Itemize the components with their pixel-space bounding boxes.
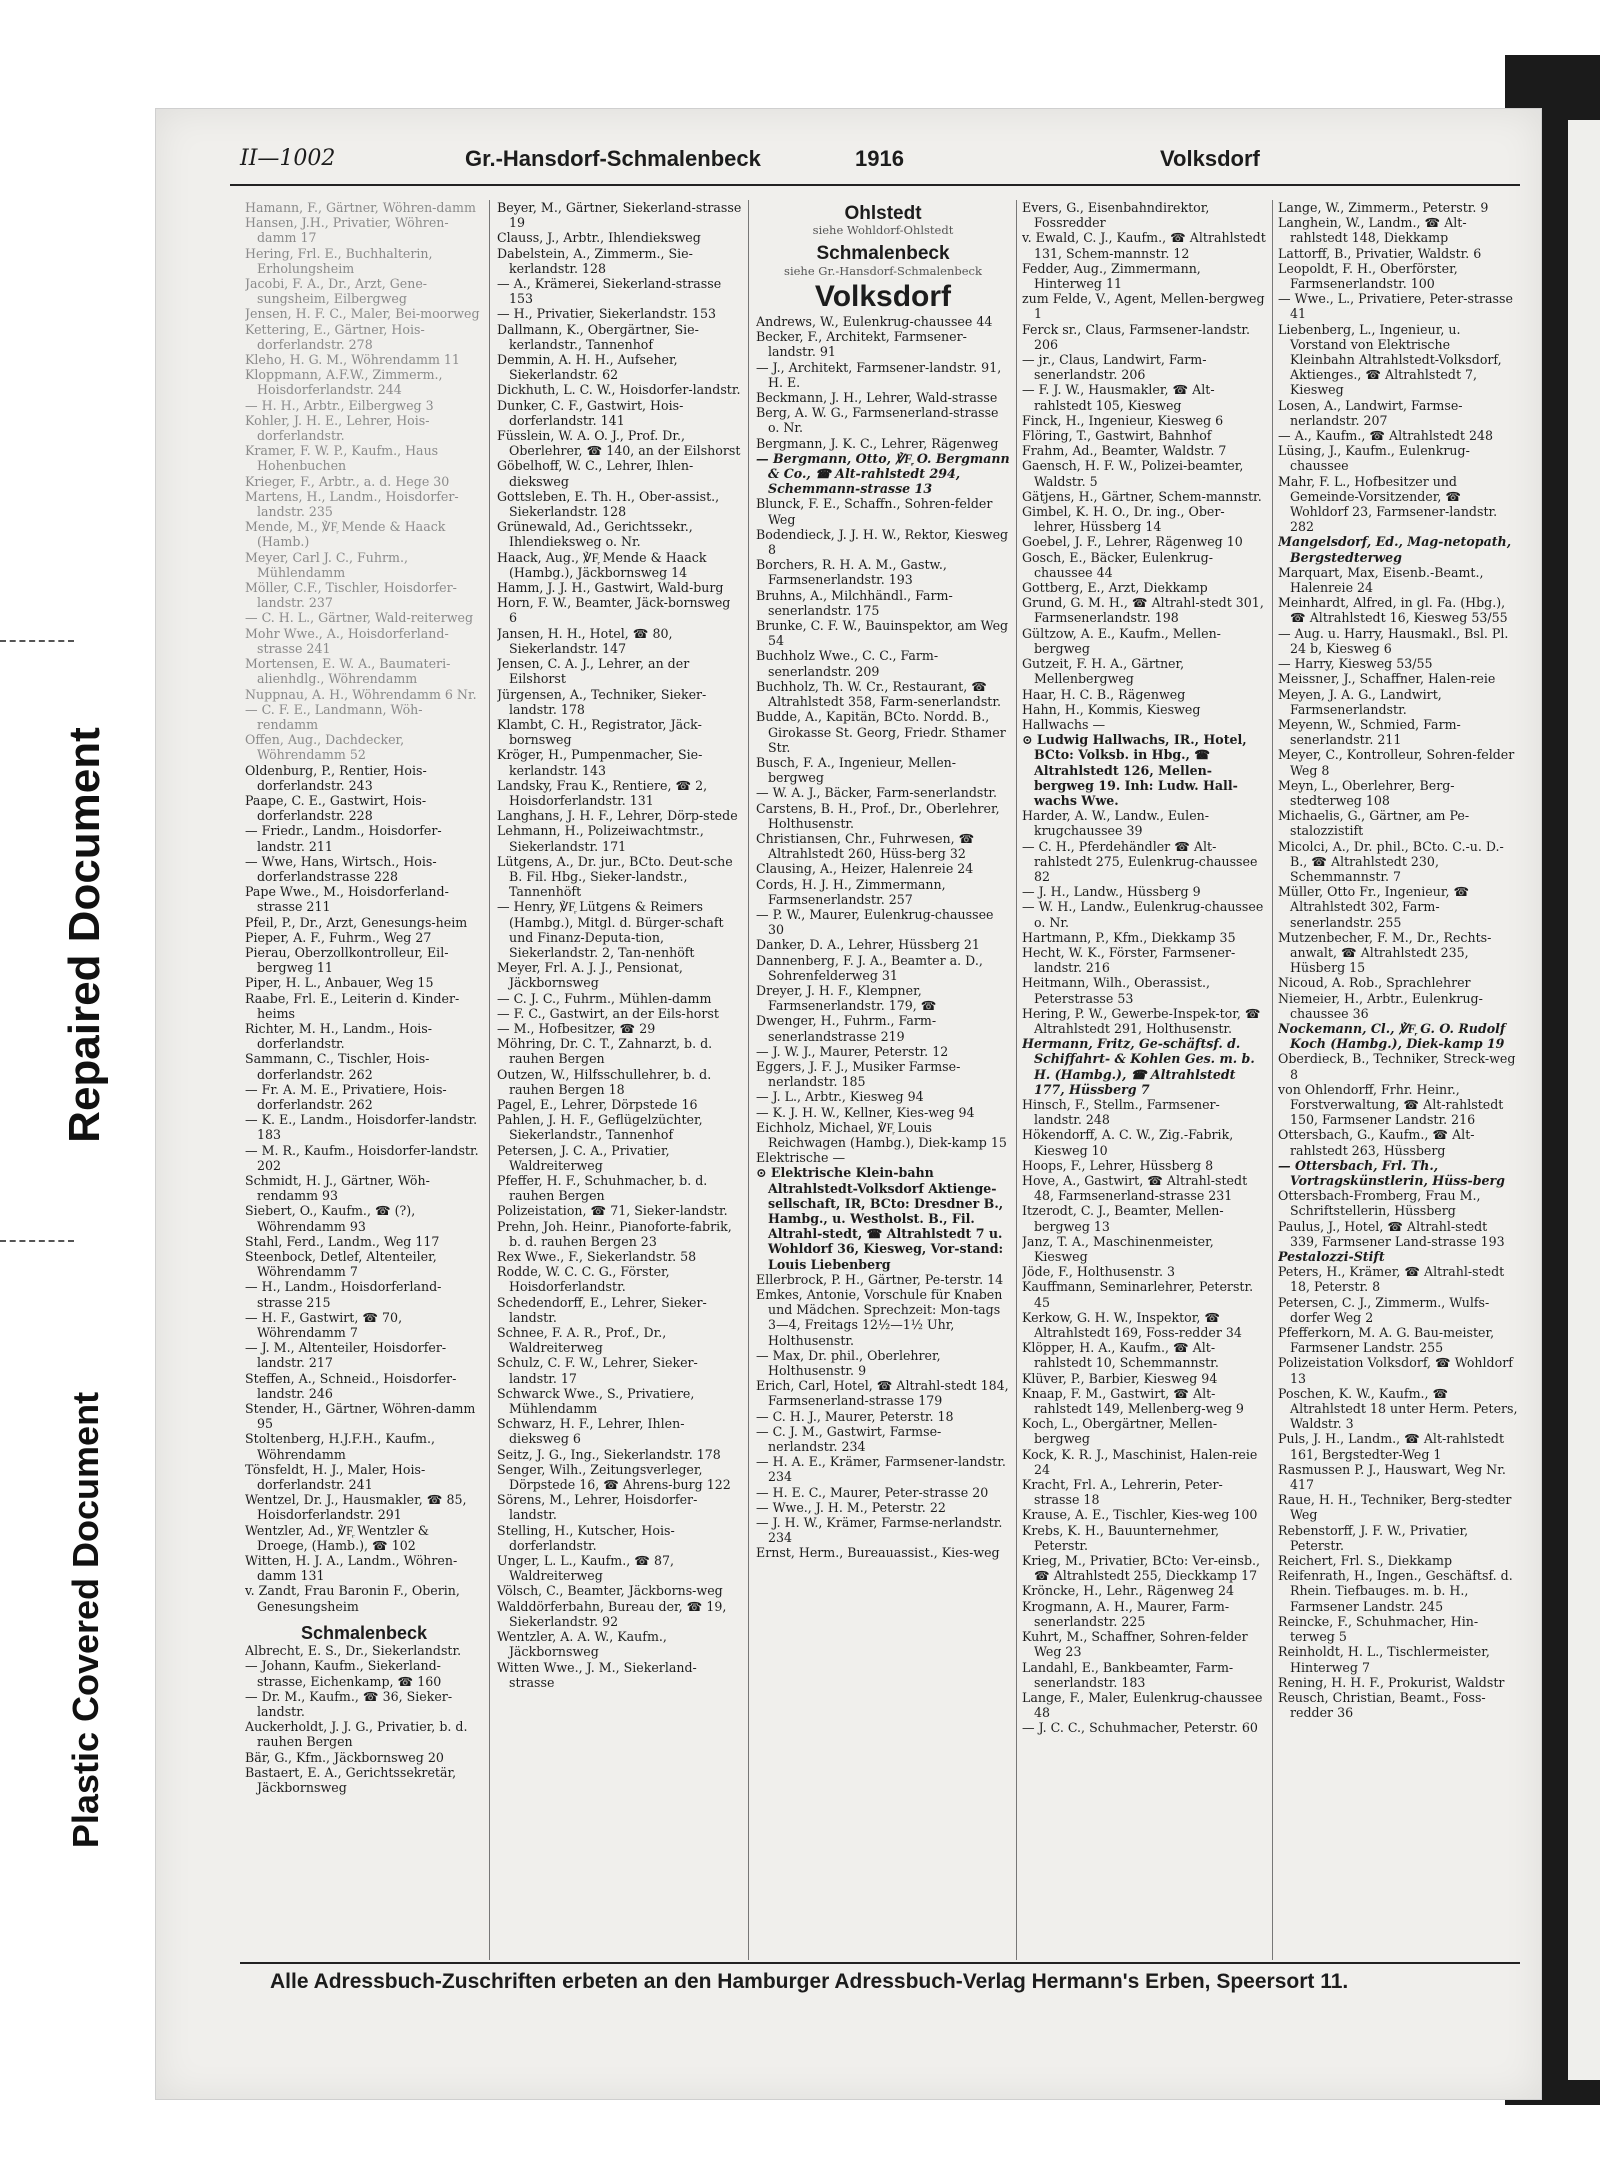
directory-entry: Siebert, O., Kaufm., ☎ (?), Wöhrendamm 93 <box>245 1203 416 1234</box>
directory-entry: Jensen, H. F. C., Maler, Bei-moorweg <box>245 306 480 322</box>
directory-entry: — J., Architekt, Farmsener-landstr. 91, H. E. <box>756 359 1002 390</box>
directory-entry: Rebenstorff, J. F. W., Privatier, Peterstr. <box>1278 1522 1469 1553</box>
directory-entry: Hering, P. W., Gewerbe-Inspek-tor, ☎ Altrahlstedt 291, Holthusenstr. <box>1022 1005 1261 1036</box>
directory-entry: Reinholdt, H. L., Tischlermeister, Hinterweg 7 <box>1278 1644 1490 1675</box>
directory-entry: Wentzler, A. A. W., Kaufm., Jäckbornsweg <box>497 1629 667 1660</box>
directory-entry: Hoops, F., Lehrer, Hüssberg 8 <box>1022 1157 1214 1173</box>
directory-entry: Steffen, A., Schneid., Hoisdorfer-landstr. 246 <box>245 1370 457 1401</box>
directory-entry: Pfeil, P., Dr., Arzt, Genesungs-heim <box>245 914 468 930</box>
directory-entry: Langhein, W., Landm., ☎ Alt-rahlstedt 148, Diekkamp <box>1278 215 1467 246</box>
directory-entry: Meyer, Frl. A. J. J., Pensionat, Jäckbornsweg <box>497 960 683 991</box>
column-2 <box>497 200 742 1960</box>
directory-entry: Meissner, J., Schaffner, Halen-reie <box>1278 671 1496 687</box>
directory-entry: Ferck sr., Claus, Farmsener-landstr. 206 <box>1022 321 1251 352</box>
directory-entry: Christiansen, Chr., Fuhrwesen, ☎ Altrahlstedt 260, Hüss-berg 32 <box>756 830 975 862</box>
directory-entry: Emkes, Antonie, Vorschule für Knaben und Mädchen. Sprechzeit: Mon-tags 3—4, Freitags 12½—1½ Uhr, Holthusenstr. <box>756 1287 1003 1348</box>
column-4 <box>1022 200 1266 1960</box>
directory-entry: Langhans, J. H. F., Lehrer, Dörp-stede <box>497 808 738 824</box>
directory-entry: Evers, G., Eisenbahndirektor, Fossredder <box>1022 200 1210 231</box>
directory-entry: Dallmann, K., Obergärtner, Sie-kerlandstr., Tannenhof <box>497 321 699 352</box>
directory-entry: Hamann, F., Gärtner, Wöhren-damm <box>245 200 476 215</box>
directory-entry: Möhring, Dr. C. T., Zahnarzt, b. d. rauhen Bergen <box>497 1036 713 1067</box>
directory-entry: ⊙ Ludwig Hallwachs, IR., Hotel, BCto: Volksb. in Hbg., ☎ Altrahlstedt 126, Mellen-bergweg 19. Inh: Ludw. Hall-wachs Wwe. <box>1022 732 1247 808</box>
directory-entry: Offen, Aug., Dachdecker, Wöhrendamm 52 <box>245 732 405 763</box>
directory-entry: Demmin, A. H. H., Aufseher, Siekerlandstr. 62 <box>497 352 678 383</box>
directory-entry: Ottersbach, G., Kaufm., ☎ Alt-rahlstedt 263, Hüssberg <box>1278 1127 1475 1158</box>
footer-rule <box>240 1962 1520 1964</box>
directory-entry: Blunck, F. E., Schaffn., Sohren-felder Weg <box>756 496 993 527</box>
directory-entry: Stelling, H., Kutscher, Hois-dorferlandstr. <box>497 1522 675 1553</box>
directory-entry: Kohler, J. H. E., Lehrer, Hois-dorferlandstr. <box>245 412 430 444</box>
directory-entry: zum Felde, V., Agent, Mellen-bergweg 1 <box>1022 291 1265 322</box>
directory-entry: Martens, H., Landm., Hoisdorfer-landstr. 235 <box>245 488 459 520</box>
directory-entry: — F. J. W., Hausmakler, ☎ Alt-rahlstedt 105, Kiesweg <box>1022 382 1215 413</box>
directory-entry: Nuppnau, A. H., Wöhrendamm 6 Nr. <box>245 686 477 702</box>
directory-entry: Schedendorff, E., Lehrer, Sieker-landstr. <box>497 1294 707 1325</box>
directory-entry: Landsky, Frau K., Rentiere, ☎ 2, Hoisdorferlandstr. 131 <box>497 777 708 808</box>
column-1 <box>245 200 483 1960</box>
directory-entry: — jr., Claus, Landwirt, Farm-senerlandstr. 206 <box>1022 352 1207 383</box>
directory-entry: Sammann, C., Tischler, Hois-dorferlandstr. 262 <box>245 1051 430 1082</box>
directory-entry: — Max, Dr. phil., Oberlehrer, Holthusenstr. 9 <box>756 1347 941 1379</box>
crop-tick-top <box>0 640 74 642</box>
directory-entry: Oldenburg, P., Rentier, Hois-dorferlandstr. 243 <box>245 762 427 793</box>
directory-entry: Hinsch, F., Stellm., Farmsener-landstr. 248 <box>1022 1096 1220 1128</box>
directory-entry: Richter, M. H., Landm., Hois-dorferlandstr. <box>245 1020 433 1052</box>
directory-entry: Lehmann, H., Polizeiwachtmstr., Siekerlandstr. 171 <box>497 823 704 854</box>
directory-entry: Mende, M., ℣F᷊ Mende & Haack (Hamb.) <box>245 519 446 550</box>
directory-entry: Wentzler, Ad., ℣F᷊ Wentzler & Droege, (Hamb.), ☎ 102 <box>245 1522 429 1553</box>
directory-entry: Jensen, C. A. J., Lehrer, an der Eilshorst <box>497 656 690 687</box>
directory-entry: Buchholz Wwe., C. C., Farm-senerlandstr. 209 <box>756 648 939 679</box>
directory-entry: Bodendieck, J. J. H. W., Rektor, Kiesweg 8 <box>756 526 1009 558</box>
directory-entry: Rening, H. H. F., Prokurist, Waldstr <box>1278 1674 1505 1690</box>
directory-entry: — K. E., Landm., Hoisdorfer-landstr. 183 <box>245 1112 478 1143</box>
directory-entry: Becker, F., Architekt, Farmsener-landstr. 91 <box>756 329 967 360</box>
directory-entry: Outzen, W., Hilfsschullehrer, b. d. rauhen Bergen 18 <box>497 1066 712 1097</box>
directory-entry: Busch, F. A., Ingenieur, Mellen-bergweg <box>756 754 957 786</box>
repaired-document-label: Repaired Document <box>60 727 109 1143</box>
directory-entry: Kramer, F. W. P., Kaufm., Haus Hohenbuchen <box>245 443 439 474</box>
directory-entry: — H. H., Arbtr., Eilbergweg 3 <box>245 397 434 413</box>
directory-entry: — C. H. L., Gärtner, Wald-reiterweg <box>245 610 474 626</box>
directory-entry: Reincke, F., Schuhmacher, Hin-terweg 5 <box>1278 1613 1479 1645</box>
directory-entry: — M. R., Kaufm., Hoisdorfer-landstr. 202 <box>245 1142 479 1173</box>
directory-entry: Raabe, Frl. E., Leiterin d. Kinder-heims <box>245 990 460 1021</box>
directory-entry: — J. W. J., Maurer, Peterstr. 12 <box>756 1043 949 1059</box>
directory-entry: Hecht, W. K., Förster, Farmsener-landstr. 216 <box>1022 944 1236 976</box>
directory-entry: Grund, G. M. H., ☎ Altrahl-stedt 301, Farmsenerlandstr. 198 <box>1022 595 1264 626</box>
directory-entry: Cords, H. J. H., Zimmermann, Farmsenerlandstr. 257 <box>756 876 946 907</box>
directory-entry: von Ohlendorff, Frhr. Heinr., Forstverwaltung, ☎ Alt-rahlstedt 150, Farmsener Landstr. 216 <box>1278 1081 1504 1128</box>
directory-entry: Klöpper, H. A., Kaufm., ☎ Alt-rahlstedt 10, Schemmannstr. <box>1022 1340 1219 1371</box>
next-page-edge <box>1568 120 1600 2080</box>
column-3 <box>756 200 1010 1960</box>
directory-entry: Rex Wwe., F., Siekerlandstr. 58 <box>497 1249 697 1265</box>
directory-entry: Heitmann, Wilh., Oberassist., Peterstrasse 53 <box>1022 975 1210 1006</box>
directory-entry: Haar, H. C. B., Rägenweg <box>1022 686 1186 702</box>
directory-entry: Losen, A., Landwirt, Farmse-nerlandstr. 207 <box>1278 397 1463 428</box>
directory-entry: Meyen, J. A. G., Landwirt, Farmsenerlandstr. <box>1278 686 1442 717</box>
page-number: II—1002 <box>240 146 336 171</box>
directory-entry: Meyer, Carl J. C., Fuhrm., Mühlendamm <box>245 549 408 580</box>
column-1-entries <box>245 200 483 1614</box>
directory-entry: Elektrische — <box>756 1150 846 1166</box>
directory-entry: Tönsfeldt, H. J., Maler, Hois-dorferlandstr. 241 <box>245 1461 426 1493</box>
directory-entry: Hökendorff, A. C. W., Zig.-Fabrik, Kiesweg 10 <box>1022 1127 1234 1158</box>
directory-entry: Lüsing, J., Kaufm., Eulenkrug-chaussee <box>1278 443 1470 474</box>
directory-entry: Kracht, Frl. A., Lehrerin, Peter-strasse 18 <box>1022 1477 1223 1508</box>
directory-entry: — Henry, ℣F᷊ Lütgens & Reimers (Hambg.), Mitgl. d. Bürger-schaft und Finanz-Deputa-tion, Siekerlandstr. 2, Tan-nenhöft <box>497 899 724 960</box>
directory-entry: — K. J. H. W., Kellner, Kies-weg 94 <box>756 1104 975 1120</box>
directory-entry: Clausing, A., Heizer, Halenreie 24 <box>756 861 974 877</box>
directory-entry: Jacobi, F. A., Dr., Arzt, Gene-sungsheim, Eilbergweg <box>245 276 428 307</box>
directory-entry: Müller, Otto Fr., Ingenieur, ☎ Altrahlstedt 302, Farm-senerlandstr. 255 <box>1278 884 1470 930</box>
column-divider-4 <box>1272 200 1273 1960</box>
directory-entry: Harder, A. W., Landw., Eulen-krugchaussee 39 <box>1022 808 1210 839</box>
directory-entry: — Wwe, Hans, Wirtsch., Hois-dorferlandstrasse 228 <box>245 853 437 884</box>
directory-entry: — W. H., Landw., Eulenkrug-chaussee o. Nr. <box>1022 899 1264 930</box>
directory-entry: Ottersbach-Fromberg, Frau M., Schriftstellerin, Hüssberg <box>1278 1188 1481 1219</box>
directory-entry: Hove, A., Gastwirt, ☎ Altrahl-stedt 48, Farmsenerland-strasse 231 <box>1022 1173 1248 1204</box>
directory-entry: Eggers, J. F. J., Musiker Farmse-nerlandstr. 185 <box>756 1058 961 1090</box>
schmalenbeck-entries <box>245 1643 483 1795</box>
directory-entry: Lattorff, B., Privatier, Waldstr. 6 <box>1278 245 1482 261</box>
section-volksdorf-title: Volksdorf <box>814 279 952 313</box>
directory-entry: Lütgens, A., Dr. jur., BCto. Deut-sche B. Fil. Hbg., Sieker-landstr., Tannenhöft <box>497 853 733 900</box>
directory-entry: Buchholz, Th. W. Cr., Restaurant, ☎ Altrahlstedt 358, Farm-senerlandstr. <box>756 678 1001 710</box>
section-schmalenbeck-ref-title: Schmalenbeck <box>816 243 950 265</box>
directory-entry: — Friedr., Landm., Hoisdorfer-landstr. 211 <box>245 823 442 854</box>
directory-entry: Clauss, J., Arbtr., Ihlendieksweg <box>497 230 701 246</box>
directory-entry: Liebenberg, L., Ingenieur, u. Vorstand von Elektrische Kleinbahn Altrahlstedt-Volksdorf, Aktienges., ☎ Altrahlstedt 7, Kiesweg <box>1278 321 1502 398</box>
directory-entry: Beckmann, J. H., Lehrer, Wald-strasse <box>756 390 998 406</box>
directory-entry: Völsch, C., Beamter, Jäckborns-weg <box>497 1583 723 1599</box>
directory-entry: Flöring, T., Gastwirt, Bahnhof <box>1022 428 1212 444</box>
directory-entry: Füsslein, W. A. O. J., Prof. Dr., Oberlehrer, ☎ 140, an der Eilshorst <box>497 428 741 459</box>
directory-entry: Niemeier, H., Arbtr., Eulenkrug-chaussee 36 <box>1278 990 1483 1021</box>
directory-entry: Schulz, C. F. W., Lehrer, Sieker-landstr. 17 <box>497 1355 698 1386</box>
directory-entry: Hermann, Fritz, Ge-schäftsf. d. Schiffahrt- & Kohlen Ges. m. b. H. (Hambg.), ☎ Altrahlstedt 177, Hüssberg 7 <box>1022 1036 1255 1097</box>
directory-entry: Bär, G., Kfm., Jäckbornsweg 20 <box>245 1749 444 1765</box>
directory-entry: — A., Kaufm., ☎ Altrahlstedt 248 <box>1278 428 1494 444</box>
directory-entry: Reichert, Frl. S., Diekkamp <box>1278 1553 1453 1569</box>
directory-entry: — H. A. E., Krämer, Farmsener-landstr. 234 <box>756 1454 1006 1485</box>
directory-entry: Bruhns, A., Milchhändl., Farm-senerlandstr. 175 <box>756 587 953 618</box>
directory-entry: Dabelstein, A., Zimmerm., Sie-kerlandstr. 128 <box>497 245 693 276</box>
directory-entry: Paulus, J., Hotel, ☎ Altrahl-stedt 339, Farmsener Land-strasse 193 <box>1278 1218 1505 1249</box>
directory-entry: — F. C., Gastwirt, an der Eils-horst <box>497 1005 719 1021</box>
directory-entry: — M., Hofbesitzer, ☎ 29 <box>497 1020 656 1036</box>
directory-entry: Borchers, R. H. A. M., Gastw., Farmsenerlandstr. 193 <box>756 557 947 588</box>
directory-entry: Hallwachs — <box>1022 716 1106 732</box>
directory-entry: Schmidt, H. J., Gärtner, Wöh-rendamm 93 <box>245 1173 430 1204</box>
directory-entry: Walddörferbahn, Bureau der, ☎ 19, Siekerlandstr. 92 <box>497 1598 727 1629</box>
directory-entry: Witten, H. J. A., Landm., Wöhren-damm 131 <box>245 1553 458 1584</box>
directory-entry: — Fr. A. M. E., Privatiere, Hois-dorferlandstr. 262 <box>245 1081 447 1112</box>
directory-entry: Lange, F., Maler, Eulenkrug-chaussee 48 <box>1022 1689 1263 1721</box>
directory-entry: Gottsleben, E. Th. H., Ober-assist., Siekerlandstr. 128 <box>497 488 720 520</box>
directory-entry: — Johann, Kaufm., Siekerland-strasse, Eichenkamp, ☎ 160 <box>245 1658 442 1689</box>
directory-entry: Carstens, B. H., Prof., Dr., Oberlehrer, Holthusenstr. <box>756 800 1000 831</box>
directory-entry: Kloppmann, A.F.W., Zimmerm., Hoisdorferlandstr. 244 <box>245 367 443 398</box>
directory-entry: Budde, A., Kapitän, BCto. Nordd. B., Girokasse St. Georg, Friedr. Sthamer Str. <box>756 709 1006 755</box>
directory-entry: Kleho, H. G. M., Wöhrendamm 11 <box>245 352 460 368</box>
directory-entry: — Wwe., J. H. M., Peterstr. 22 <box>756 1499 946 1515</box>
page-header <box>240 140 1270 180</box>
directory-entry: Mutzenbecher, F. M., Dr., Rechts-anwalt, ☎ Altrahlstedt 235, Hüsberg 15 <box>1278 929 1492 976</box>
directory-entry: Gottberg, E., Arzt, Diekkamp <box>1022 580 1208 596</box>
header-right-title: Volksdorf <box>1160 146 1260 171</box>
directory-entry: v. Zandt, Frau Baronin F., Oberin, Genesungsheim <box>245 1583 460 1614</box>
directory-entry: Sörens, M., Lehrer, Hoisdorfer-landstr. <box>497 1492 698 1523</box>
directory-entry: Michaelis, G., Gärtner, am Pe-stalozzistift <box>1278 808 1470 839</box>
directory-entry: — H., Landm., Hoisdorferland-strasse 215 <box>245 1279 442 1310</box>
directory-entry: — J. M., Altenteiler, Hoisdorfer-landstr. 217 <box>245 1340 447 1371</box>
directory-entry: Jansen, H. H., Hotel, ☎ 80, Siekerlandstr. 147 <box>497 625 673 656</box>
footer-notice: Alle Adressbuch-Zuschriften erbeten an den Hamburger Adressbuch-Verlag Hermann's Erben, Speersort 11. <box>270 1970 1349 1993</box>
directory-entry: Senger, Wilh., Zeitungsverleger, Dörpstede 16, ☎ Ahrens-burg 122 <box>497 1461 731 1493</box>
directory-entry: Prehn, Joh. Heinr., Pianoforte-fabrik, b. d. rauhen Bergen 23 <box>497 1218 732 1249</box>
directory-entry: Finck, H., Ingenieur, Kiesweg 6 <box>1022 412 1224 428</box>
directory-entry: Kuhrt, M., Schaffner, Sohren-felder Weg 23 <box>1022 1629 1248 1660</box>
directory-entry: Meyer, C., Kontrolleur, Sohren-felder Weg 8 <box>1278 747 1515 778</box>
directory-entry: Seitz, J. G., Ing., Siekerlandstr. 178 <box>497 1446 721 1462</box>
directory-entry: Schwarz, H. F., Lehrer, Ihlen-dieksweg 6 <box>497 1416 685 1447</box>
column-5-entries <box>1278 200 1518 1720</box>
directory-entry: Kerkow, G. H. W., Inspektor, ☎ Altrahlstedt 169, Foss-redder 34 <box>1022 1309 1242 1341</box>
directory-entry: ⊙ Elektrische Klein-bahn Altrahlstedt-Volksdorf Aktienge-sellschaft, IR, BCto: Dresdner B., Hambg., u. Westholst. B., Fil. Altrahl-stedt, ☎ Altrahlstedt 7 u. Wohldorf 36, Kiesweg, Vor-stand: Louis Liebenberg <box>756 1165 1004 1272</box>
directory-entry: — C. J. M., Gastwirt, Farmse-nerlandstr. 234 <box>756 1423 942 1455</box>
directory-entry: — J. C. C., Schuhmacher, Peterstr. 60 <box>1022 1720 1258 1736</box>
directory-entry: Kröncke, H., Lehr., Rägenweg 24 <box>1022 1583 1235 1599</box>
directory-entry: — C. H., Pferdehändler ☎ Alt-rahlstedt 275, Eulenkrug-chaussee 82 <box>1022 838 1258 884</box>
directory-entry: Jöde, F., Holthusenstr. 3 <box>1022 1264 1176 1280</box>
directory-entry: Berg, A. W. G., Farmsenerland-strasse o. Nr. <box>756 405 999 436</box>
directory-entry: Piper, H. L., Anbauer, Weg 15 <box>245 975 434 991</box>
directory-entry: — Bergmann, Otto, ℣F᷊ O. Bergmann & Co., ☎ Alt-rahlstedt 294, Schemmann-strasse 13 <box>756 450 1010 497</box>
section-schmalenbeck-title: Schmalenbeck <box>300 1622 428 1643</box>
column-2-entries <box>497 200 742 1690</box>
directory-entry: Krogmann, A. H., Maurer, Farm-senerlandstr. 225 <box>1022 1598 1230 1629</box>
directory-entry: Stoltenberg, H.J.F.H., Kaufm., Wöhrendamm <box>245 1431 435 1462</box>
directory-entry: Danker, D. A., Lehrer, Hüssberg 21 <box>756 937 980 953</box>
directory-entry: Peters, H., Krämer, ☎ Altrahl-stedt 18, Peterstr. 8 <box>1278 1264 1505 1295</box>
directory-entry: Raue, H. H., Techniker, Berg-stedter Weg <box>1278 1492 1512 1523</box>
directory-entry: Micolci, A., Dr. phil., BCto. C.-u. D.-B., ☎ Altrahlstedt 230, Schemmannstr. 7 <box>1278 838 1504 884</box>
directory-entry: Ellerbrock, P. H., Gärtner, Pe-terstr. 14 <box>756 1271 1004 1287</box>
directory-entry: Hansen, J.H., Privatier, Wöhren-damm 17 <box>245 215 449 246</box>
directory-entry: — Harry, Kiesweg 53/55 <box>1278 656 1433 672</box>
directory-entry: Kettering, E., Gärtner, Hois-dorferlandstr. 278 <box>245 321 425 352</box>
directory-entry: Witten Wwe., J. M., Siekerland-strasse <box>497 1659 697 1690</box>
directory-entry: Bastaert, E. A., Gerichtssekretär, Jäckbornsweg <box>245 1764 457 1795</box>
directory-entry: Steenbock, Detlef, Altenteiler, Wöhrendamm 7 <box>245 1249 437 1280</box>
directory-entry: Pfefferkorn, M. A. G. Bau-meister, Farmsener Landstr. 255 <box>1278 1325 1495 1356</box>
directory-entry: Gimbel, K. H. O., Dr. ing., Ober-lehrer, Hüssberg 14 <box>1022 504 1225 535</box>
column-3-entries <box>756 314 1010 1561</box>
directory-entry: — Wwe., L., Privatiere, Peter-strasse 41 <box>1278 291 1513 322</box>
directory-entry: Landahl, E., Bankbeamter, Farm-senerlandstr. 183 <box>1022 1659 1234 1690</box>
directory-entry: Schnee, F. A. R., Prof., Dr., Waldreiterweg <box>497 1325 667 1356</box>
directory-entry: v. Ewald, C. J., Kaufm., ☎ Altrahlstedt 131, Schem-mannstr. 12 <box>1022 230 1266 261</box>
directory-entry: Erich, Carl, Hotel, ☎ Altrahl-stedt 184, Farmsenerland-strasse 179 <box>756 1378 1009 1409</box>
directory-entry: Krieger, F., Arbtr., a. d. Hege 30 <box>245 473 450 489</box>
directory-entry: Dickhuth, L. C. W., Hoisdorfer-landstr. <box>497 382 741 398</box>
directory-entry: Polizeistation Volksdorf, ☎ Wohldorf 13 <box>1278 1355 1513 1386</box>
header-year: 1916 <box>855 146 904 171</box>
directory-entry: Petersen, C. J., Zimmerm., Wulfs-dorfer Weg 2 <box>1278 1294 1490 1325</box>
directory-entry: Pestalozzi-Stift <box>1278 1249 1385 1265</box>
directory-entry: — Aug. u. Harry, Hausmakl., Bsl. Pl. 24 b, Kiesweg 6 <box>1278 625 1509 656</box>
directory-entry: Janz, T. A., Maschinenmeister, Kiesweg <box>1022 1233 1214 1265</box>
directory-entry: Dwenger, H., Fuhrm., Farm-senerlandstrasse 219 <box>756 1013 937 1044</box>
directory-entry: Marquart, Max, Eisenb.-Beamt., Halenreie 24 <box>1278 564 1484 596</box>
directory-entry: Grünewald, Ad., Gerichtssekr., Ihlendieksweg o. Nr. <box>497 519 693 550</box>
header-left-title: Gr.-Hansdorf-Schmalenbeck <box>465 146 761 171</box>
directory-entry: Bergmann, J. K. C., Lehrer, Rägenweg <box>756 435 999 451</box>
directory-entry: Hartmann, P., Kfm., Diekkamp 35 <box>1022 929 1236 945</box>
directory-entry: — J. L., Arbtr., Kiesweg 94 <box>756 1089 924 1105</box>
directory-entry: Itzerodt, C. J., Beamter, Mellen-bergweg 13 <box>1022 1203 1224 1234</box>
directory-entry: — C. H. J., Maurer, Peterstr. 18 <box>756 1408 954 1424</box>
directory-entry: Pfeffer, H. F., Schuhmacher, b. d. rauhen Bergen <box>497 1173 708 1204</box>
directory-entry: Leopoldt, F. H., Oberförster, Farmsenerlandstr. 100 <box>1278 260 1458 292</box>
directory-entry: Dannenberg, F. J. A., Beamter a. D., Sohrenfelderweg 31 <box>756 952 983 983</box>
header-rule <box>230 184 1520 186</box>
directory-entry: Hahn, H., Kommis, Kiesweg <box>1022 701 1201 717</box>
directory-entry: Kauffmann, Seminarlehrer, Peterstr. 45 <box>1022 1279 1254 1310</box>
directory-entry: Reifenrath, H., Ingen., Geschäftsf. d. Rhein. Tiefbauges. m. b. H., Farmsener Landstr. 245 <box>1278 1568 1513 1614</box>
directory-entry: Auckerholdt, J. J. G., Privatier, b. d. rauhen Bergen <box>245 1719 468 1750</box>
directory-entry: Polizeistation, ☎ 71, Sieker-landstr. <box>497 1203 728 1219</box>
section-ohlstedt-reference: siehe Wohldorf-Ohlstedt <box>812 223 954 238</box>
directory-entry: Gültzow, A. E., Kaufm., Mellen-bergweg <box>1022 625 1221 656</box>
directory-entry: — H. F., Gastwirt, ☎ 70, Wöhrendamm 7 <box>245 1309 403 1341</box>
directory-entry: Koch, L., Obergärtner, Mellen-bergweg <box>1022 1416 1218 1447</box>
directory-entry: — C. F. E., Landmann, Wöh-rendamm <box>245 701 423 732</box>
directory-entry: Poschen, K. W., Kaufm., ☎ Altrahlstedt 18 unter Herm. Peters, Waldstr. 3 <box>1278 1385 1518 1432</box>
directory-entry: — C. J. C., Fuhrm., Mühlen-damm <box>497 990 712 1006</box>
crop-tick-bottom <box>0 1240 74 1242</box>
directory-entry: Albrecht, E. S., Dr., Siekerlandstr. <box>245 1643 462 1659</box>
directory-entry: Horn, F. W., Beamter, Jäck-bornsweg 6 <box>497 595 731 626</box>
directory-entry: Krebs, K. H., Bauunternehmer, Peterstr. <box>1022 1522 1220 1553</box>
directory-entry: Meyenn, W., Schmied, Farm-senerlandstr. 211 <box>1278 716 1461 748</box>
directory-entry: Gaensch, H. F. W., Polizei-beamter, Waldstr. 5 <box>1022 458 1244 489</box>
directory-entry: Petersen, J. C. A., Privatier, Waldreiterweg <box>497 1142 670 1173</box>
directory-entry: Beyer, M., Gärtner, Siekerland-strasse 19 <box>497 200 742 231</box>
directory-entry: Andrews, W., Eulenkrug-chaussee 44 <box>756 314 993 330</box>
directory-entry: Krieg, M., Privatier, BCto: Ver-einsb., ☎ Altrahlstedt 255, Dieckkamp 17 <box>1022 1553 1261 1584</box>
directory-entry: Nockemann, Cl., ℣F᷊ G. O. Rudolf Koch (Hambg.), Diek-kamp 19 <box>1278 1020 1506 1052</box>
directory-entry: Stender, H., Gärtner, Wöhren-damm 95 <box>245 1401 476 1432</box>
directory-entry: Mohr Wwe., A., Hoisdorferland-strasse 241 <box>245 625 449 656</box>
directory-entry: Goebel, J. F., Lehrer, Rägenweg 10 <box>1022 534 1243 550</box>
directory-entry: Gosch, E., Bäcker, Eulenkrug-chaussee 44 <box>1022 549 1213 580</box>
directory-entry: Ernst, Herm., Bureauassist., Kies-weg <box>756 1545 1000 1561</box>
directory-entry: Mortensen, E. W. A., Baumateri-alienhdlg., Wöhrendamm <box>245 656 451 687</box>
directory-entry: Puls, J. H., Landm., ☎ Alt-rahlstedt 161, Bergstedter-Weg 1 <box>1278 1431 1505 1462</box>
column-divider-3 <box>1016 200 1017 1960</box>
directory-entry: Klambt, C. H., Registrator, Jäck-bornsweg <box>497 716 702 748</box>
directory-entry: Meyn, L., Oberlehrer, Berg-stedterweg 108 <box>1278 777 1455 808</box>
directory-entry: Hering, Frl. E., Buchhalterin, Erholungsheim <box>245 245 433 276</box>
directory-entry: Wentzel, Dr. J., Hausmakler, ☎ 85, Hoisdorferlandstr. 291 <box>245 1492 467 1523</box>
directory-entry: Pahlen, J. H. F., Geflügelzüchter, Siekerlandstr., Tannenhof <box>497 1112 703 1143</box>
directory-entry: — W. A. J., Bäcker, Farm-senerlandstr. <box>756 785 998 801</box>
directory-entry: Unger, L. L., Kaufm., ☎ 87, Waldreiterweg <box>497 1553 674 1584</box>
directory-entry: Nicoud, A. Rob., Sprachlehrer <box>1278 975 1471 991</box>
directory-entry: Eichholz, Michael, ℣F᷊ Louis Reichwagen (Hambg.), Diek-kamp 15 <box>756 1119 1007 1150</box>
directory-entry: Knaap, F. M., Gastwirt, ☎ Alt-rahlstedt 149, Mellenberg-weg 9 <box>1022 1385 1244 1417</box>
directory-entry: Brunke, C. F. W., Bauinspektor, am Weg 54 <box>756 618 1009 649</box>
directory-entry: — Ottersbach, Frl. Th., Vortragskünstlerin, Hüss-berg <box>1278 1157 1505 1188</box>
section-schmalenbeck-reference: siehe Gr.-Hansdorf-Schmalenbeck <box>784 263 982 278</box>
plastic-covered-label: Plastic Covered Document <box>65 1391 106 1849</box>
directory-entry: Stahl, Ferd., Landm., Weg 117 <box>245 1233 440 1249</box>
directory-entry: Mangelsdorf, Ed., Mag-netopath, Bergstedterweg <box>1278 534 1512 565</box>
directory-entry: Möller, C.F., Tischler, Hoisdorfer-landstr. 237 <box>245 580 457 611</box>
column-5 <box>1278 200 1518 1960</box>
directory-entry: Schwarck Wwe., S., Privatiere, Mühlendamm <box>497 1385 695 1417</box>
directory-entry: — J. H., Landw., Hüssberg 9 <box>1022 884 1201 900</box>
directory-entry: Mahr, F. L., Hofbesitzer und Gemeinde-Vorsitzender, ☎ Wohldorf 23, Farmsener-landstr. 282 <box>1278 473 1498 535</box>
section-ohlstedt-title: Ohlstedt <box>844 203 922 224</box>
directory-entry: Pagel, E., Lehrer, Dörpstede 16 <box>497 1096 698 1112</box>
directory-entry: Reusch, Christian, Beamt., Foss-redder 36 <box>1278 1689 1486 1721</box>
directory-entry: Klüver, P., Barbier, Kiesweg 94 <box>1022 1370 1218 1386</box>
directory-entry: Dreyer, J. H. F., Klempner, Farmsenerlandstr. 179, ☎ <box>756 982 937 1014</box>
directory-entry: — H., Privatier, Siekerlandstr. 153 <box>497 306 717 322</box>
directory-entry: — H. E. C., Maurer, Peter-strasse 20 <box>756 1484 989 1500</box>
directory-entry: Rodde, W. C. C. G., Förster, Hoisdorferlandstr. <box>497 1264 670 1295</box>
directory-entry: Gätjens, H., Gärtner, Schem-mannstr. <box>1022 488 1262 504</box>
directory-entry: Frahm, Ad., Beamter, Waldstr. 7 <box>1022 443 1227 459</box>
column-4-entries <box>1022 200 1266 1736</box>
directory-entry: Fedder, Aug., Zimmermann, Hinterweg 11 <box>1022 260 1201 292</box>
directory-entry: — P. W., Maurer, Eulenkrug-chaussee 30 <box>756 906 994 938</box>
directory-entry: Gutzeit, F. H. A., Gärtner, Mellenbergweg <box>1022 656 1185 687</box>
directory-entry: Lange, W., Zimmerm., Peterstr. 9 <box>1278 200 1489 215</box>
directory-entry: Oberdieck, B., Techniker, Streck-weg 8 <box>1278 1051 1516 1082</box>
directory-entry: Paape, C. E., Gastwirt, Hois-dorferlandstr. 228 <box>245 792 427 824</box>
directory-entry: Haack, Aug., ℣F᷊ Mende & Haack (Hambg.), Jäckbornsweg 14 <box>497 549 707 580</box>
directory-entry: Pieper, A. F., Fuhrm., Weg 27 <box>245 929 432 945</box>
directory-entry: Hamm, J. J. H., Gastwirt, Wald-burg <box>497 580 724 596</box>
directory-entry: — Dr. M., Kaufm., ☎ 36, Sieker-landstr. <box>245 1688 453 1719</box>
directory-entry: Rasmussen P. J., Hauswart, Weg Nr. 417 <box>1278 1461 1506 1493</box>
directory-entry: Dunker, C. F., Gastwirt, Hois-dorferlandstr. 141 <box>497 397 684 428</box>
directory-entry: — A., Krämerei, Siekerland-strasse 153 <box>497 276 722 307</box>
directory-entry: Kock, K. R. J., Maschinist, Halen-reie 24 <box>1022 1446 1258 1477</box>
directory-entry: Jürgensen, A., Techniker, Sieker-landstr. 178 <box>497 686 707 717</box>
directory-entry: Krause, A. E., Tischler, Kies-weg 100 <box>1022 1507 1258 1523</box>
directory-entry: Kröger, H., Pumpenmacher, Sie-kerlandstr. 143 <box>497 747 703 778</box>
directory-entry: Göbelhoff, W. C., Lehrer, Ihlen-dieksweg <box>497 458 694 489</box>
directory-entry: Pape Wwe., M., Hoisdorferland-strasse 211 <box>245 884 449 915</box>
column-divider-1 <box>489 200 490 1960</box>
directory-entry: Pierau, Oberzollkontrolleur, Eil-bergweg 11 <box>245 944 449 976</box>
column-divider-2 <box>748 200 749 1960</box>
directory-entry: — J. H. W., Krämer, Farmse-nerlandstr. 234 <box>756 1515 1003 1546</box>
directory-entry: Meinhardt, Alfred, in gl. Fa. (Hbg.), ☎ Altrahlstedt 16, Kiesweg 53/55 <box>1278 595 1508 626</box>
